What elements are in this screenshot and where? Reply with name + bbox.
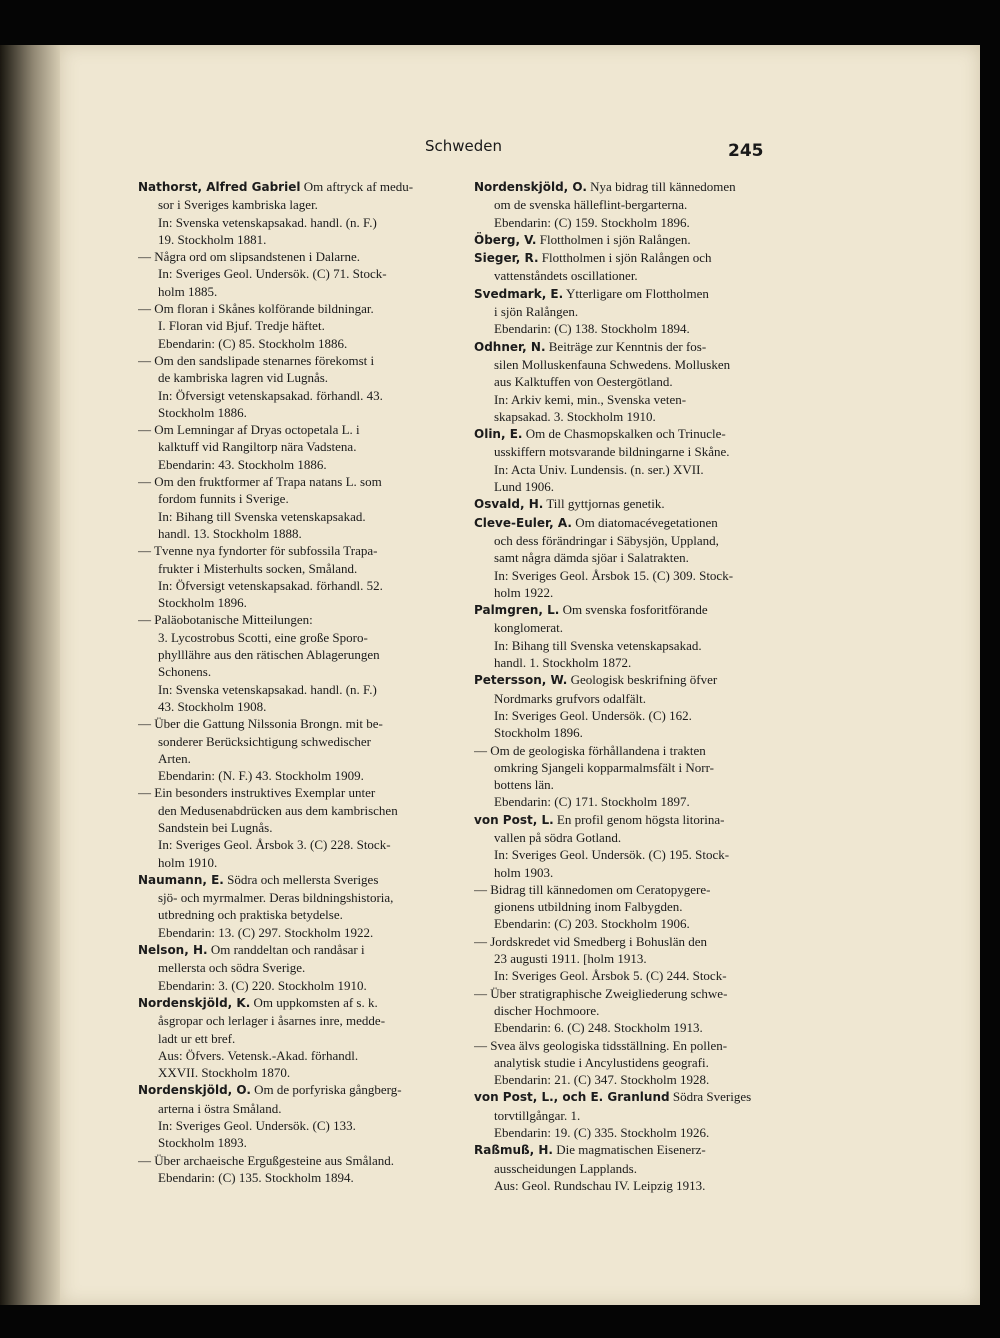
entry-first-line bbox=[138, 542, 460, 559]
bibliography-entry bbox=[474, 231, 796, 249]
entry-first-line bbox=[474, 742, 796, 759]
entry-title-start: — Bidrag till kännedomen om Ceratopygere- bbox=[474, 881, 711, 897]
bibliography-entry bbox=[138, 300, 460, 352]
entry-line: Stockholm 1893. bbox=[158, 1135, 247, 1151]
entry-author: Naumann, E. bbox=[138, 872, 224, 887]
entry-line: holm 1885. bbox=[158, 283, 218, 299]
entry-line: 19. Stockholm 1881. bbox=[158, 231, 267, 247]
entry-line: om de svenska hälleflint-bergarterna. bbox=[494, 197, 688, 213]
bibliography-entry bbox=[474, 285, 796, 338]
entry-line: In: Acta Univ. Lundensis. (n. ser.) XVII. bbox=[494, 461, 704, 477]
entry-first-line bbox=[138, 871, 460, 889]
entry-first-line bbox=[474, 285, 796, 303]
entry-author: von Post, L., och E. Granlund bbox=[474, 1090, 670, 1105]
entry-line: 43. Stockholm 1908. bbox=[158, 698, 267, 714]
entry-title-start: — Jordskredet vid Smedberg i Bohuslän den bbox=[474, 933, 708, 949]
entry-first-line bbox=[138, 994, 460, 1012]
entry-author: Öberg, V. bbox=[474, 232, 537, 247]
entry-first-line bbox=[474, 425, 796, 443]
bibliography-entry bbox=[474, 811, 796, 881]
entry-first-line bbox=[138, 352, 460, 369]
bibliography-entry bbox=[474, 601, 796, 671]
entry-first-line bbox=[138, 300, 460, 317]
entry-line: Schonens. bbox=[158, 664, 212, 680]
entry-title-start: — Über stratigraphische Zweigliederung schwe- bbox=[474, 985, 728, 1001]
entry-line: arterna i östra Småland. bbox=[158, 1100, 282, 1116]
bibliography-entry bbox=[138, 1152, 460, 1187]
bibliography-entry bbox=[138, 542, 460, 611]
entry-title-start: Södra Sveriges bbox=[669, 1089, 752, 1105]
entry-first-line bbox=[474, 881, 796, 898]
entry-line: Aus: Öfvers. Vetensk.-Akad. förhandl. bbox=[158, 1047, 359, 1063]
entry-line: åsgropar och lerlager i åsarnes inre, medde- bbox=[158, 1013, 386, 1029]
entry-title-start: Flottholmen i sjön Ralången. bbox=[536, 231, 691, 247]
entry-line: holm 1910. bbox=[158, 854, 218, 870]
entry-title-start: Om diatomacévegetationen bbox=[571, 514, 718, 530]
entry-title-start: — Svea älvs geologiska tidsställning. En pollen- bbox=[474, 1037, 728, 1053]
entry-author: von Post, L. bbox=[474, 812, 554, 827]
entry-author: Nordenskjöld, O. bbox=[138, 1083, 251, 1098]
entry-title-start: Om randdeltan och randåsar i bbox=[207, 942, 365, 958]
entry-author: Svedmark, E. bbox=[474, 286, 564, 301]
bibliography-entry bbox=[474, 249, 796, 285]
entry-line: handl. 13. Stockholm 1888. bbox=[158, 525, 302, 541]
entry-first-line bbox=[474, 514, 796, 532]
page-number: 245 bbox=[728, 141, 764, 161]
entry-title-start: — Über die Gattung Nilssonia Brongn. mit be- bbox=[138, 716, 383, 732]
entry-line: gionens utbildning inom Falbygden. bbox=[494, 899, 683, 915]
right-column bbox=[474, 178, 796, 1194]
entry-line: utbredning och praktiska betydelse. bbox=[158, 907, 343, 923]
entry-line: skapsakad. 3. Stockholm 1910. bbox=[494, 408, 656, 424]
entry-line: Ebendarin: 21. (C) 347. Stockholm 1928. bbox=[494, 1072, 710, 1088]
entry-first-line bbox=[474, 1037, 796, 1054]
entry-author: Osvald, H. bbox=[474, 497, 544, 512]
bibliography-entry bbox=[474, 1088, 796, 1141]
entry-author: Odhner, N. bbox=[474, 339, 546, 354]
bibliography-entry bbox=[474, 1141, 796, 1194]
bibliography-entry bbox=[138, 178, 460, 248]
entry-title-start: En profil genom högsta litorina- bbox=[553, 811, 725, 827]
entry-author: Palmgren, L. bbox=[474, 603, 560, 618]
entry-line: Nordmarks grufvors odalfält. bbox=[494, 690, 646, 706]
entry-author: Cleve-Euler, A. bbox=[474, 515, 572, 530]
entry-line: Ebendarin: (C) 203. Stockholm 1906. bbox=[494, 916, 690, 932]
bibliography-entry bbox=[138, 994, 460, 1081]
entry-title-start: — Om Lemningar af Dryas octopetala L. i bbox=[138, 422, 360, 438]
entry-title-start: — Om floran i Skånes kolförande bildningar. bbox=[138, 301, 374, 317]
entry-line: I. Floran vid Bjuf. Tredje häftet. bbox=[158, 318, 325, 334]
bibliography-entry bbox=[138, 871, 460, 941]
entry-first-line bbox=[474, 1088, 796, 1106]
entry-author: Petersson, W. bbox=[474, 673, 568, 688]
entry-line: silen Molluskenfauna Schwedens. Mollusken bbox=[494, 356, 731, 372]
entry-title-start: Om de Chasmopskalken och Trinucle- bbox=[522, 426, 726, 442]
entry-first-line bbox=[138, 1081, 460, 1099]
entry-title-start: — Ein besonders instruktives Exemplar unter bbox=[138, 785, 376, 801]
entry-line: Ebendarin: 3. (C) 220. Stockholm 1910. bbox=[158, 977, 367, 993]
entry-title-start: Ytterligare om Flottholmen bbox=[563, 285, 709, 301]
entry-line: In: Sveriges Geol. Undersök. (C) 133. bbox=[158, 1118, 356, 1134]
entry-line: samt några dämda sjöar i Salatrakten. bbox=[494, 550, 689, 566]
entry-line: analytisk studie i Ancylustidens geografi. bbox=[494, 1054, 709, 1070]
entry-title-start: Beiträge zur Kenntnis der fos- bbox=[545, 338, 707, 354]
entry-line: Ebendarin: (C) 85. Stockholm 1886. bbox=[158, 335, 348, 351]
entry-title-start: Nya bidrag till kännedomen bbox=[586, 179, 736, 194]
entry-line: vattenståndets oscillationer. bbox=[494, 268, 638, 284]
bibliography-entry bbox=[474, 881, 796, 933]
entry-line: Ebendarin: (C) 135. Stockholm 1894. bbox=[158, 1169, 354, 1185]
entry-line: In: Bihang till Svenska vetenskapsakad. bbox=[494, 637, 702, 653]
entry-title-start: — Tvenne nya fyndorter för subfossila Trapa- bbox=[138, 543, 378, 559]
entry-line: fordom funnits i Sverige. bbox=[158, 491, 289, 507]
entry-line: In: Sveriges Geol. Årsbok 15. (C) 309. Stock- bbox=[494, 567, 734, 583]
entry-title-start: — Några ord om slipsandstenen i Dalarne. bbox=[138, 249, 361, 265]
entry-line: XXVII. Stockholm 1870. bbox=[158, 1065, 291, 1081]
entry-line: Ebendarin: 13. (C) 297. Stockholm 1922. bbox=[158, 924, 374, 940]
bibliography-entry bbox=[474, 495, 796, 513]
entry-author: Nelson, H. bbox=[138, 943, 208, 958]
entry-line: In: Bihang till Svenska vetenskapsakad. bbox=[158, 508, 366, 524]
entry-title-start: Till gyttjornas genetik. bbox=[543, 496, 665, 512]
bibliography-entry bbox=[138, 715, 460, 784]
bibliography-entry bbox=[138, 1081, 460, 1151]
book-spine-shadow bbox=[0, 45, 60, 1305]
entry-line: In: Sveriges Geol. Årsbok 5. (C) 244. Stock- bbox=[494, 968, 727, 984]
bibliography-entry bbox=[138, 421, 460, 473]
entry-line: discher Hochmoore. bbox=[494, 1002, 600, 1018]
entry-first-line bbox=[474, 933, 796, 950]
entry-line: holm 1903. bbox=[494, 864, 554, 880]
entry-first-line bbox=[138, 178, 460, 196]
bibliography-entry bbox=[138, 941, 460, 994]
entry-first-line bbox=[138, 248, 460, 265]
entry-line: mellersta och södra Sverige. bbox=[158, 960, 306, 976]
entry-line: aus Kalktuffen von Oestergötland. bbox=[494, 374, 673, 390]
entry-line: In: Öfversigt vetenskapsakad. förhandl. 43. bbox=[158, 387, 383, 403]
bibliography-entry bbox=[474, 933, 796, 985]
entry-author: Sieger, R. bbox=[474, 251, 539, 266]
entry-first-line bbox=[474, 249, 796, 267]
entry-line: In: Sveriges Geol. Undersök. (C) 162. bbox=[494, 707, 692, 723]
bibliography-entry bbox=[474, 1037, 796, 1089]
entry-author: Nathorst, Alfred Gabriel bbox=[138, 180, 301, 194]
entry-line: Ebendarin: 6. (C) 248. Stockholm 1913. bbox=[494, 1020, 703, 1036]
entry-line: In: Sveriges Geol. Undersök. (C) 71. Stock- bbox=[158, 266, 387, 282]
entry-line: Stockholm 1896. bbox=[494, 725, 583, 741]
entry-line: Ebendarin: (N. F.) 43. Stockholm 1909. bbox=[158, 768, 364, 784]
entry-line: In: Öfversigt vetenskapsakad. förhandl. 52. bbox=[158, 577, 383, 593]
entry-line: Ebendarin: 19. (C) 335. Stockholm 1926. bbox=[494, 1125, 710, 1141]
entry-line: sjö- och myrmalmer. Deras bildningshistoria, bbox=[158, 890, 394, 906]
entry-first-line bbox=[138, 715, 460, 732]
entry-line: Lund 1906. bbox=[494, 479, 554, 495]
bibliography-entry bbox=[138, 784, 460, 870]
entry-title-start: Die magmatischen Eisenerz- bbox=[552, 1142, 706, 1158]
entry-title-start: — Om den fruktformer af Trapa natans L. som bbox=[138, 474, 382, 490]
entry-line: handl. 1. Stockholm 1872. bbox=[494, 655, 632, 671]
entry-title-start: Om aftryck af medu- bbox=[300, 179, 414, 194]
bibliography-entry bbox=[138, 248, 460, 300]
entry-line: phylllähre aus den rätischen Ablagerungen bbox=[158, 647, 380, 663]
entry-line: sonderer Berücksichtigung schwedischer bbox=[158, 733, 371, 749]
entry-line: Ebendarin: (C) 138. Stockholm 1894. bbox=[494, 321, 690, 337]
entry-line: In: Sveriges Geol. Undersök. (C) 195. Stock- bbox=[494, 847, 730, 863]
entry-line: In: Svenska vetenskapsakad. handl. (n. F.) bbox=[158, 681, 377, 697]
entry-title-start: Om de porfyriska gångberg- bbox=[250, 1082, 402, 1098]
bibliography-entry bbox=[474, 338, 796, 425]
entry-line: sor i Sveriges kambriska lager. bbox=[158, 197, 318, 213]
entry-line: usskiffern motsvarande bildningarne i Skåne. bbox=[494, 444, 730, 460]
entry-author: Nordenskjöld, K. bbox=[138, 995, 251, 1010]
entry-title-start: — Paläobotanische Mitteilungen: bbox=[138, 612, 313, 628]
entry-line: In: Arkiv kemi, min., Svenska veten- bbox=[494, 391, 687, 407]
entry-line: Ebendarin: (C) 159. Stockholm 1896. bbox=[494, 214, 690, 230]
entry-line: holm 1922. bbox=[494, 584, 554, 600]
bibliography-entry bbox=[138, 473, 460, 542]
entry-line: de kambriska lagren vid Lugnås. bbox=[158, 370, 329, 386]
entry-line: i sjön Ralången. bbox=[494, 304, 579, 320]
entry-title-start: Om svenska fosforitförande bbox=[559, 602, 708, 618]
entry-first-line bbox=[474, 338, 796, 356]
entry-first-line bbox=[474, 601, 796, 619]
entry-title-start: Geologisk beskrifning öfver bbox=[567, 672, 718, 688]
entry-first-line bbox=[138, 941, 460, 959]
entry-first-line bbox=[474, 985, 796, 1002]
entry-author: Raßmuß, H. bbox=[474, 1143, 553, 1158]
running-header: Schweden bbox=[425, 137, 503, 155]
entry-first-line bbox=[474, 1141, 796, 1159]
entry-line: Aus: Geol. Rundschau IV. Leipzig 1913. bbox=[494, 1177, 706, 1193]
entry-author: Nordenskjöld, O. bbox=[474, 180, 587, 194]
bibliography-entry bbox=[138, 611, 460, 715]
left-column bbox=[138, 178, 460, 1186]
entry-line: den Medusenabdrücken aus dem kambrischen bbox=[158, 802, 398, 818]
entry-title-start: — Om de geologiska förhållandena i trakten bbox=[474, 742, 706, 758]
entry-first-line bbox=[138, 421, 460, 438]
bibliography-entry bbox=[474, 742, 796, 811]
entry-line: 3. Lycostrobus Scotti, eine große Sporo- bbox=[158, 629, 368, 645]
entry-line: vallen på södra Gotland. bbox=[494, 829, 622, 845]
entry-author: Olin, E. bbox=[474, 427, 523, 442]
entry-first-line bbox=[138, 473, 460, 490]
entry-line: och dess förändringar i Säbysjön, Uppland, bbox=[494, 532, 719, 548]
bibliography-entry bbox=[474, 514, 796, 601]
entry-title-start: — Über archaeische Ergußgesteine aus Småland. bbox=[138, 1152, 395, 1168]
entry-line: Ebendarin: (C) 171. Stockholm 1897. bbox=[494, 794, 690, 810]
entry-title-start: Flottholmen i sjön Ralången och bbox=[538, 250, 712, 266]
entry-title-start: Om uppkomsten af s. k. bbox=[250, 994, 378, 1010]
entry-first-line bbox=[138, 784, 460, 801]
entry-line: bottens län. bbox=[494, 777, 554, 793]
bibliography-entry bbox=[474, 671, 796, 741]
entry-line: Stockholm 1886. bbox=[158, 404, 247, 420]
entry-line: konglomerat. bbox=[494, 620, 563, 636]
entry-first-line bbox=[474, 671, 796, 689]
entry-line: frukter i Misterhults socken, Småland. bbox=[158, 560, 358, 576]
bibliography-entry bbox=[474, 425, 796, 495]
entry-first-line bbox=[474, 178, 796, 196]
entry-line: omkring Sjangeli kopparmalmsfält i Norr- bbox=[494, 759, 714, 775]
entry-title-start: — Om den sandslipade stenarnes förekomst i bbox=[138, 352, 375, 368]
entry-line: torvtillgångar. 1. bbox=[494, 1107, 581, 1123]
entry-first-line bbox=[138, 611, 460, 628]
entry-first-line bbox=[474, 495, 796, 513]
entry-line: kalktuff vid Rangiltorp nära Vadstena. bbox=[158, 439, 357, 455]
entry-line: Ebendarin: 43. Stockholm 1886. bbox=[158, 456, 327, 472]
bibliography-entry bbox=[474, 178, 796, 231]
entry-title-start: Södra och mellersta Sveriges bbox=[223, 871, 379, 887]
entry-line: Arten. bbox=[158, 750, 191, 766]
entry-first-line bbox=[474, 231, 796, 249]
entry-first-line bbox=[474, 811, 796, 829]
entry-line: ladt ur ett bref. bbox=[158, 1030, 236, 1046]
entry-first-line bbox=[138, 1152, 460, 1169]
entry-line: In: Svenska vetenskapsakad. handl. (n. F.) bbox=[158, 214, 377, 230]
bibliography-entry bbox=[474, 985, 796, 1037]
entry-line: Sandstein bei Lugnås. bbox=[158, 819, 273, 835]
entry-line: 23 augusti 1911. [holm 1913. bbox=[494, 951, 647, 967]
entry-line: Stockholm 1896. bbox=[158, 595, 247, 611]
entry-line: In: Sveriges Geol. Årsbok 3. (C) 228. Stock- bbox=[158, 837, 391, 853]
bibliography-entry bbox=[138, 352, 460, 421]
entry-line: ausscheidungen Lapplands. bbox=[494, 1160, 637, 1176]
